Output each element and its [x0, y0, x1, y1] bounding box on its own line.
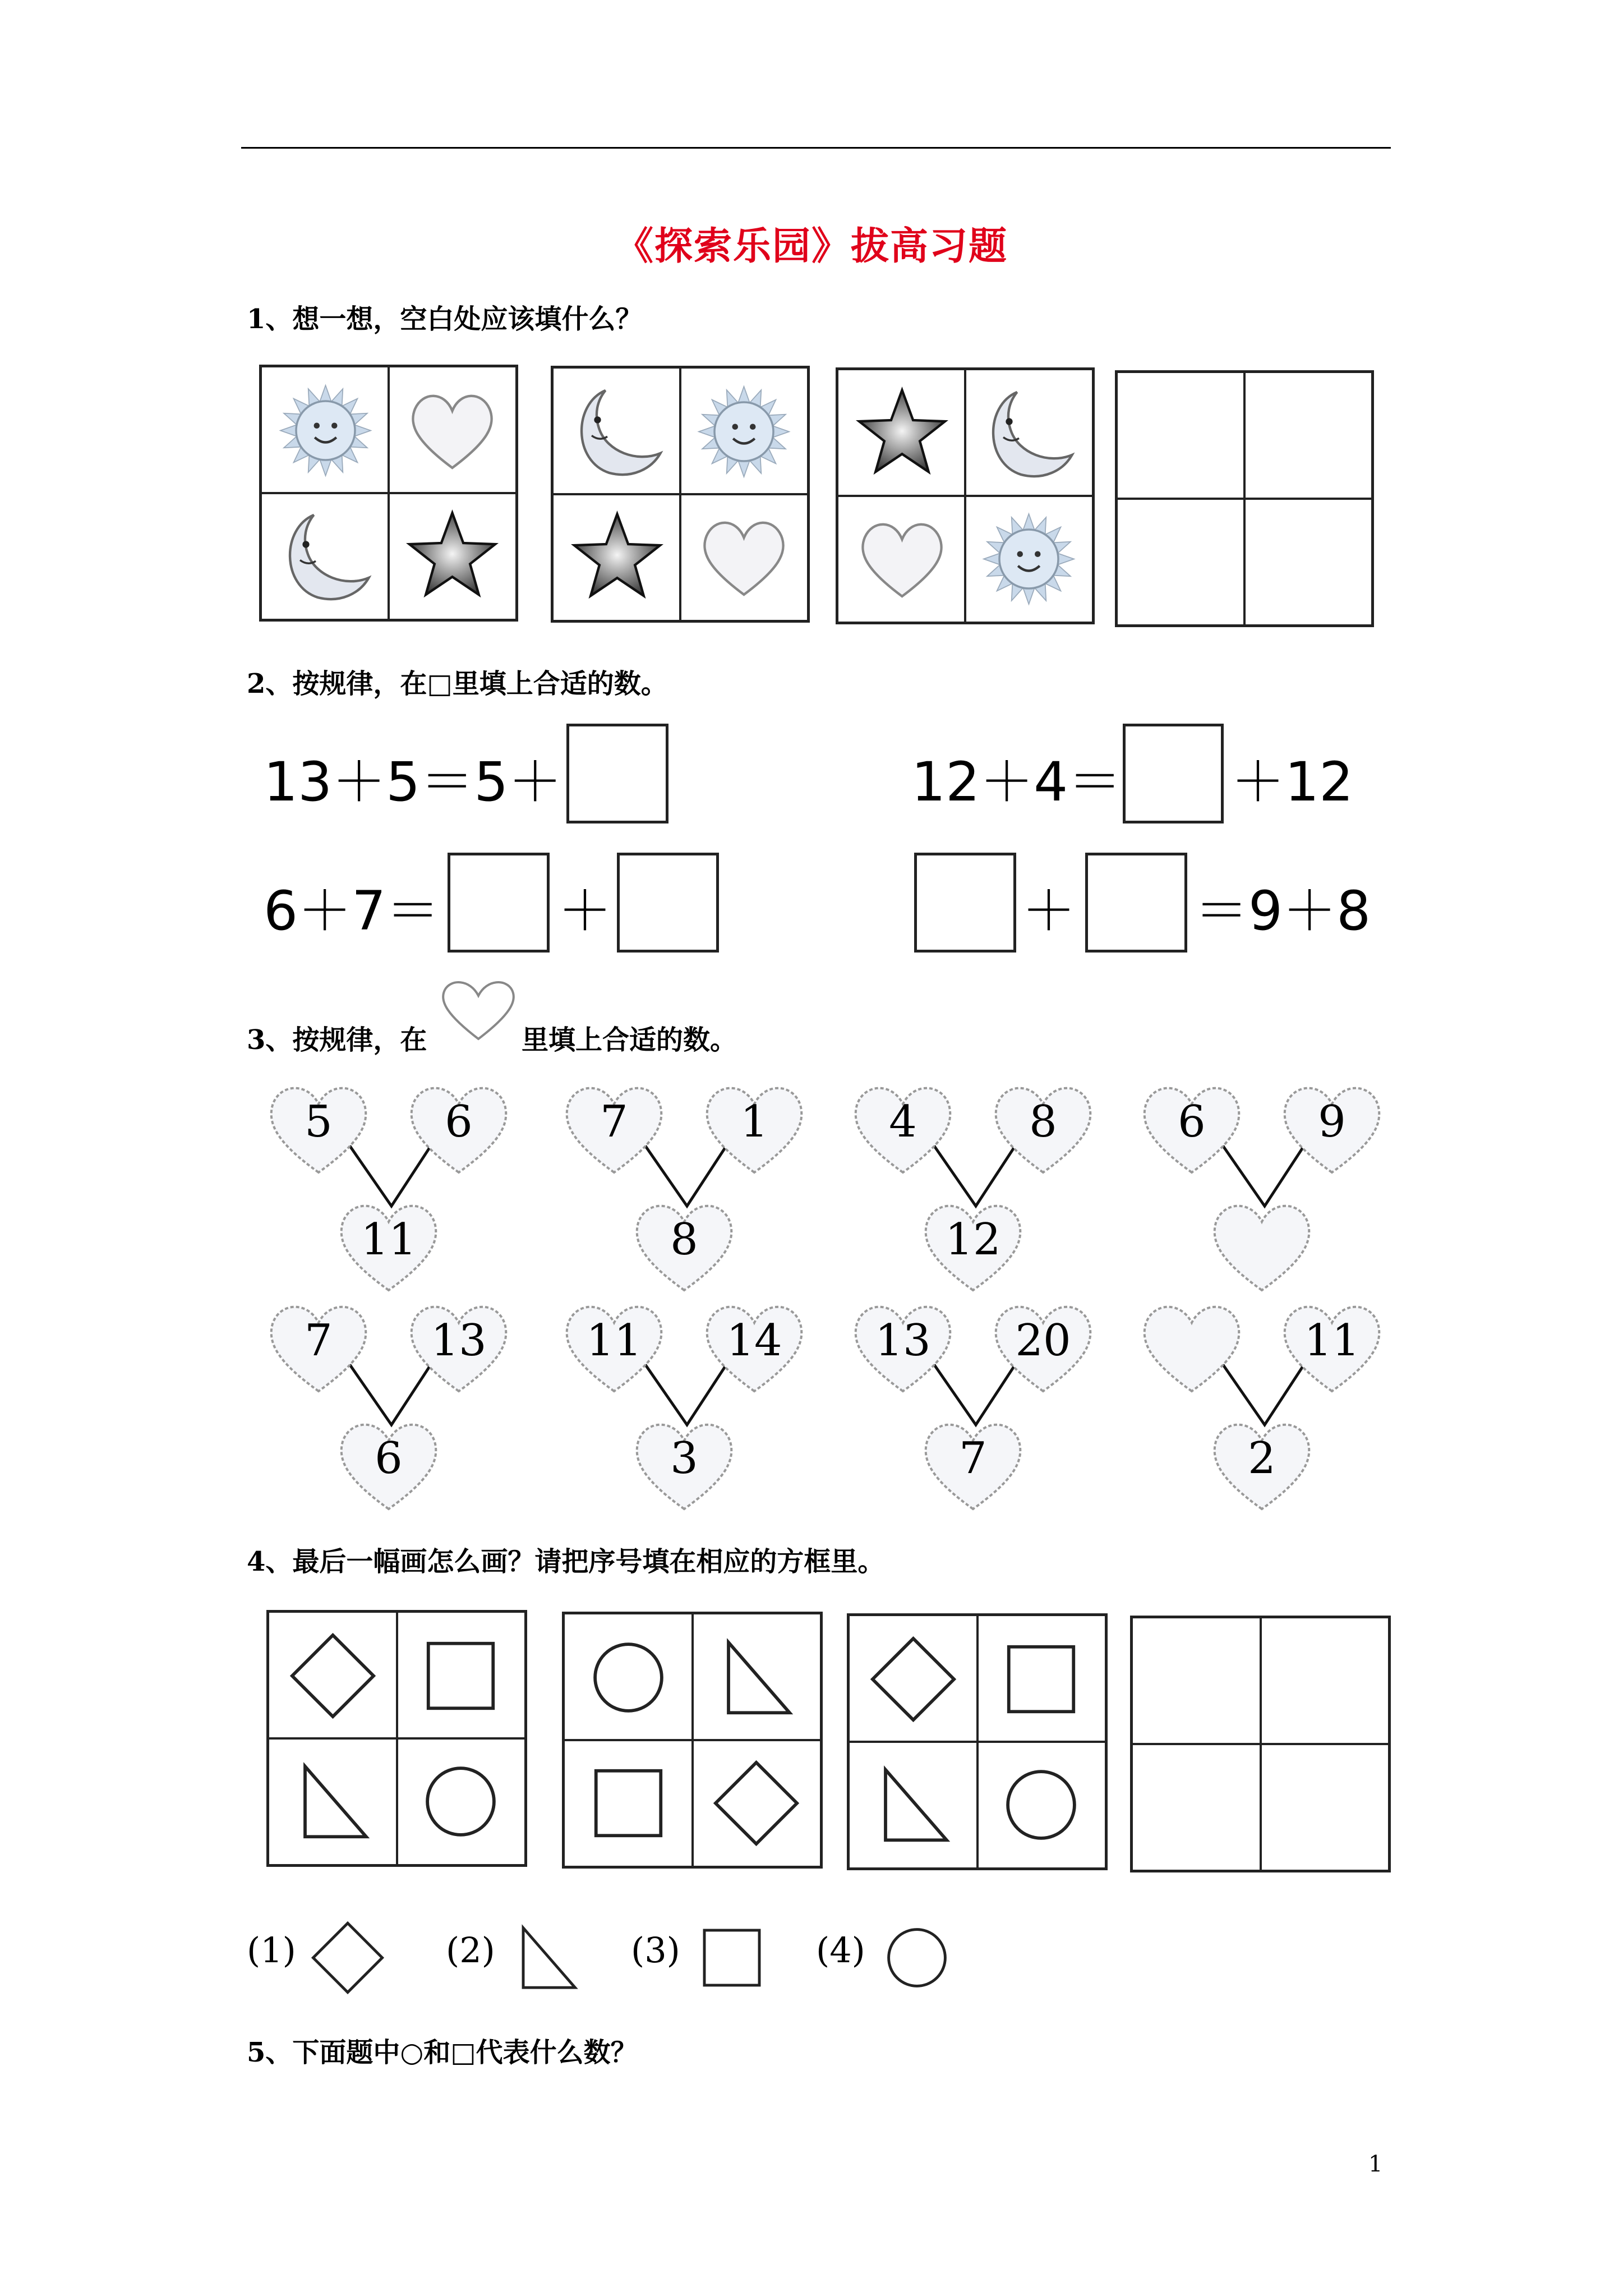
heart-bottom-number: 8: [670, 1214, 698, 1265]
shape-grid-3: [847, 1613, 1108, 1870]
answer-box-1[interactable]: [566, 724, 668, 823]
grid-cell: [397, 1613, 525, 1738]
grid-cell[interactable]: [1244, 499, 1371, 624]
heart-group-1: [262, 1077, 520, 1290]
question-1-text: 1、想一想，空白处应该填什么？: [247, 303, 643, 335]
star-icon: [403, 507, 501, 605]
heart-top-right-number: 14: [726, 1315, 782, 1366]
heart-top-left-number: 6: [1178, 1097, 1206, 1147]
heart-group-2: [558, 1077, 816, 1290]
diamond-icon: [867, 1633, 960, 1726]
heart-icon: [695, 508, 793, 606]
pattern-grid-3: [836, 367, 1095, 624]
heart-icon: [853, 510, 951, 608]
grid-cell[interactable]: [1133, 1744, 1261, 1870]
heart-top-left-number: 7: [600, 1097, 628, 1147]
heart-bottom-number: 3: [670, 1433, 698, 1484]
answer-box-5[interactable]: [914, 853, 1016, 953]
heart-top-left-number: 11: [586, 1315, 642, 1366]
heart-bottom-number: 7: [959, 1433, 987, 1484]
heart-bottom-icon: [1206, 1195, 1318, 1296]
grid-cell: [838, 496, 965, 622]
heart-top-right-number: 8: [1029, 1097, 1057, 1147]
page-number: 1: [1368, 2151, 1383, 2177]
question-2-text: 2、按规律，在□里填上合适的数。: [247, 668, 668, 700]
question-4-text: 4、最后一幅画怎么画？请把序号填在相应的方框里。: [247, 1546, 885, 1577]
heart-top-left-number: 7: [305, 1315, 333, 1366]
heart-bottom-number: 11: [361, 1214, 417, 1265]
pattern-grid-1: [259, 365, 518, 622]
heart-group-7: [847, 1296, 1105, 1509]
circle-icon: [414, 1755, 507, 1848]
heart-icon: [403, 381, 501, 480]
equation-3-plus: ＋: [558, 880, 612, 942]
circle-icon: [878, 1918, 956, 1997]
heart-group-4: [1136, 1077, 1394, 1290]
page-title: 《探索乐园》拔高习题: [615, 224, 1008, 269]
heart-group-8: [1136, 1296, 1394, 1509]
grid-cell: [850, 1742, 978, 1867]
star-icon: [853, 384, 951, 482]
moon-icon: [568, 383, 666, 481]
equation-2-left: 12＋4＝: [911, 751, 1122, 813]
heart-top-right-number: 11: [1304, 1315, 1360, 1366]
grid-cell[interactable]: [1261, 1744, 1389, 1870]
sun-icon: [980, 510, 1078, 608]
equation-3-left: 6＋7＝: [264, 880, 440, 942]
heart-group-6: [558, 1296, 816, 1509]
header-rule: [241, 147, 1391, 149]
triangle-icon: [867, 1759, 960, 1851]
heart-top-left-icon: [1136, 1296, 1248, 1397]
equation-4-right: ＝9＋8: [1195, 880, 1371, 942]
heart-top-right-number: 9: [1318, 1097, 1346, 1147]
equation-4-plus: ＋: [1022, 880, 1076, 942]
grid-cell: [565, 1740, 693, 1866]
square-icon: [693, 1918, 771, 1997]
heart-group-5: [262, 1296, 520, 1509]
grid-cell: [693, 1614, 820, 1740]
question-3-text-after: 里填上合适的数。: [522, 1024, 737, 1056]
equation-1-left: 13＋5＝5＋: [264, 751, 562, 813]
shape-grid-2: [562, 1612, 823, 1869]
grid-cell: [565, 1614, 693, 1740]
grid-cell: [680, 369, 807, 494]
pattern-grid-2: [551, 366, 810, 623]
option-label: (3): [631, 1930, 680, 1971]
option-label: (2): [446, 1930, 495, 1971]
moon-icon: [276, 507, 375, 605]
heart-top-right-number: 6: [445, 1097, 473, 1147]
star-icon: [568, 508, 666, 606]
heart-bottom-number: 6: [375, 1433, 403, 1484]
triangle-icon: [710, 1631, 803, 1724]
heart-bottom-number: 12: [945, 1214, 1001, 1265]
grid-cell: [262, 367, 389, 493]
sun-icon: [276, 381, 375, 480]
grid-cell: [965, 496, 1092, 622]
grid-cell: [965, 370, 1092, 496]
grid-cell: [850, 1616, 978, 1742]
answer-box-6[interactable]: [1085, 853, 1187, 953]
grid-cell: [693, 1740, 820, 1866]
option-label: (1): [247, 1930, 296, 1971]
pattern-grid-4[interactable]: [1115, 370, 1374, 627]
question-5-text: 5、下面题中○和□代表什么数？: [247, 2037, 638, 2068]
grid-cell: [397, 1738, 525, 1864]
sun-icon: [695, 383, 793, 481]
diamond-icon: [287, 1630, 379, 1722]
triangle-icon: [287, 1755, 379, 1848]
grid-cell: [262, 493, 389, 619]
grid-cell[interactable]: [1244, 373, 1371, 499]
triangle-icon: [508, 1918, 586, 1997]
answer-box-2[interactable]: [1123, 724, 1224, 823]
grid-cell: [680, 494, 807, 620]
grid-cell: [554, 494, 680, 620]
grid-cell: [978, 1742, 1105, 1867]
heart-top-right-number: 20: [1015, 1315, 1071, 1366]
shape-grid-1: [266, 1610, 527, 1867]
moon-icon: [980, 384, 1078, 482]
shape-grid-4[interactable]: [1130, 1616, 1391, 1872]
grid-cell: [554, 369, 680, 494]
heart-top-left-number: 5: [305, 1097, 333, 1147]
grid-cell[interactable]: [1118, 373, 1244, 499]
option-label: (4): [816, 1930, 865, 1971]
circle-icon: [582, 1631, 675, 1724]
grid-cell: [269, 1738, 397, 1864]
equation-2-right: ＋12: [1231, 751, 1354, 813]
heart-top-right-number: 13: [431, 1315, 487, 1366]
diamond-icon: [308, 1918, 387, 1997]
grid-cell: [269, 1613, 397, 1738]
square-icon: [414, 1630, 507, 1722]
grid-cell: [389, 367, 515, 493]
grid-cell: [838, 370, 965, 496]
grid-cell[interactable]: [1118, 499, 1244, 624]
grid-cell[interactable]: [1133, 1618, 1261, 1744]
heart-top-left-number: 4: [889, 1097, 917, 1147]
heart-top-right-number: 1: [740, 1097, 768, 1147]
answer-box-3[interactable]: [448, 853, 550, 953]
circle-icon: [995, 1759, 1087, 1851]
square-icon: [582, 1757, 675, 1849]
square-icon: [995, 1633, 1087, 1726]
inline-heart-icon: [436, 976, 520, 1043]
question-3-text-before: 3、按规律，在: [247, 1024, 427, 1056]
answer-box-4[interactable]: [617, 853, 719, 953]
heart-group-3: [847, 1077, 1105, 1290]
grid-cell[interactable]: [1261, 1618, 1389, 1744]
heart-bottom-number: 2: [1248, 1433, 1276, 1484]
grid-cell: [978, 1616, 1105, 1742]
diamond-icon: [710, 1757, 803, 1849]
heart-top-left-number: 13: [875, 1315, 931, 1366]
grid-cell: [389, 493, 515, 619]
